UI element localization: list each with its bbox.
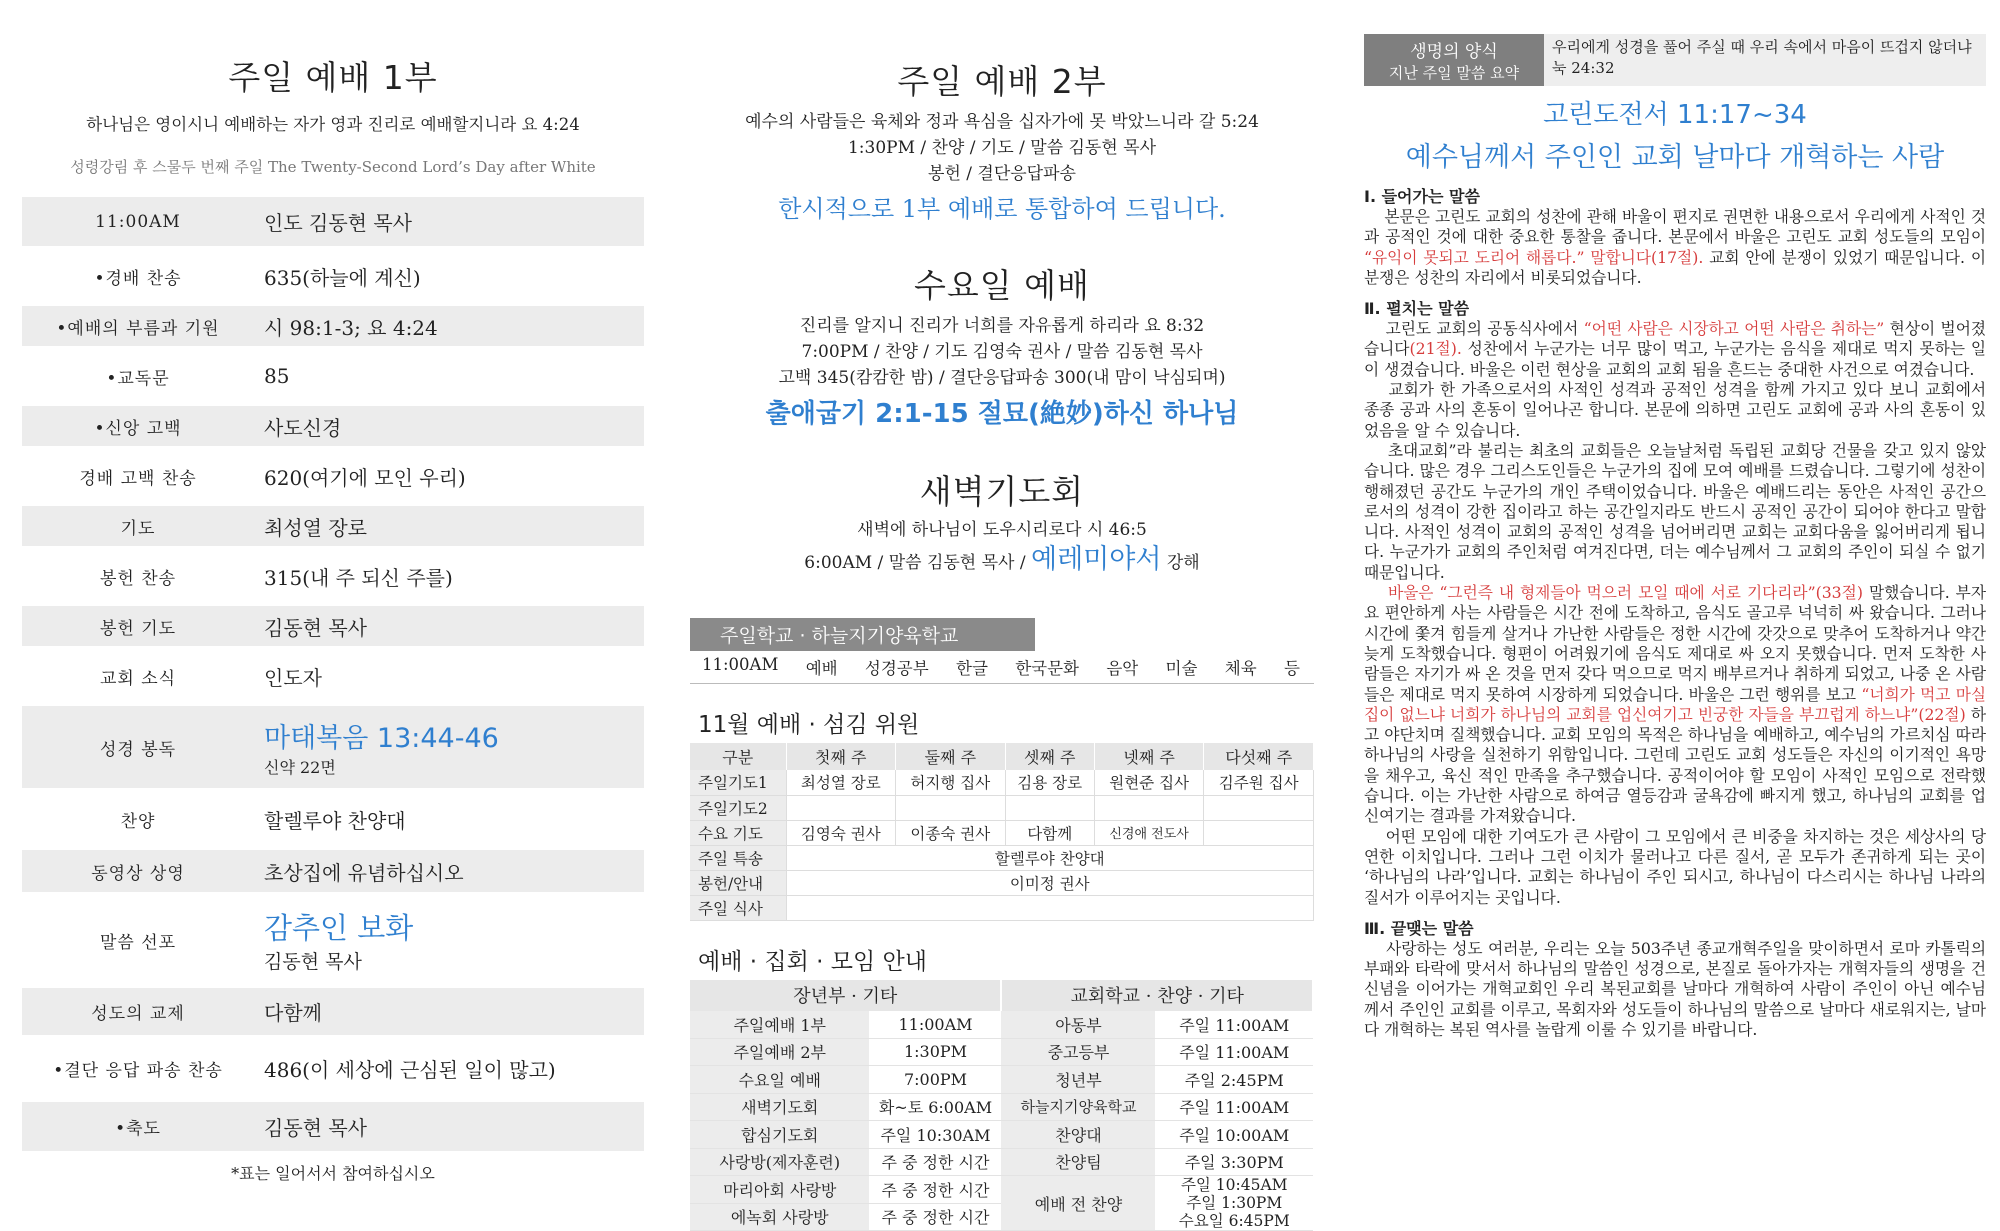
wednesday-line2: 고백 345(캄캄한 밤) / 결단응답파송 300(내 맘이 낙심되며) — [690, 365, 1314, 391]
wednesday-sermon: 출애굽기 2:1-15 절묘(絶妙)하신 하나님 — [690, 393, 1314, 430]
standing-note: *표는 일어서서 참여하십시오 — [22, 1161, 644, 1184]
reading-passage: 마태복음 13:44-46 — [264, 716, 644, 755]
table-row: 주일예배 2부 1:30PM 중고등부 주일 11:00AM — [690, 1038, 1313, 1066]
order-row: 동영상 상영 초상집에 유념하십시오 — [22, 850, 644, 892]
table-row: 주일기도1 최성열 장로 허지행 집사 김용 장로 원현준 집사 김주원 집사 — [690, 770, 1314, 795]
dawn-book: 예레미야서 — [1031, 544, 1161, 575]
order-row: 봉헌 찬송 315(내 주 되신 주를) — [22, 556, 644, 596]
service1-title: 주일 예배 1부 — [22, 52, 644, 99]
table-row: 봉헌/안내 이미정 권사 — [690, 870, 1314, 895]
service2-notice: 한시적으로 1부 예배로 통합하여 드립니다. — [690, 189, 1314, 224]
order-row: •경배 찬송 635(하늘에 계신) — [22, 256, 644, 296]
paragraph: 초대교회”라 불리는 최초의 교회들은 오늘날처럼 독립된 교회당 건물을 갖고 있지 않았습니다. 많은 경우 그리스도인들은 누군가의 집에 모여 예배를 드렸습니다. 그렇기에 성찬이 행해졌던 공간도 누군가의 개인 주택이었습니다. 바울은 예배드리는 동안은 사적인 공간으로서의 성격이 강한 집이라고 하는 공간일지라도 반드시 공적인 공간이 되어야 한다고 말합니다. 사적인 성격이 교회의 공적인 성격을 넘어버리면 교회는 교회다움을 잃어버리게 됩니다. 누군가가 교회의 주인처럼 여겨진다면, 더는 예수님께서 그 교회의 주인이 되실 수 없기 때문입니다. — [1364, 441, 1986, 583]
table-row: 수요일 예배 7:00PM 청년부 주일 2:45PM — [690, 1066, 1313, 1094]
dawn-verse: 새벽에 하나님이 도우시리로다 시 46:5 — [690, 517, 1314, 543]
reading-row: 성경 봉독 마태복음 13:44-46 신약 22면 — [22, 706, 644, 788]
table-row: 수요 기도 김영숙 권사 이종숙 권사 다함께 신경애 전도사 — [690, 820, 1314, 845]
dawn-title: 새벽기도회 — [690, 466, 1314, 513]
services-column — [690, 0, 1314, 1231]
paragraph: 바울은 “그런즉 내 형제들아 먹으러 모일 때에 서로 기다리라”(33절) 말했습니다. 부자요 편안하게 사는 사람들은 시간 전에 도착하고, 음식도 골고루 넉넉히 싸 왔습니다. 그러나 시간에 쫓겨 힘들게 살거나 가난한 사람들은 정한 시간에 갓갓으로 맞추어 도착하거나 약간 늦게 도착했습니다. 형편이 어려웠기에 음식도 제대로 싸 오지 못했습니다. 먼저 도착한 사람들은 자기가 싸 온 것을 먼저 갖다 먹으므로 먹지 배부르거나 취하게 되었고, 나중 온 사람들은 제대로 먹지 못하여 시장하게 되었습니다. 바울은 그런 행위를 보고 “너희가 먹고 마실 집이 없느냐 너희가 하나님의 교회를 업신여기고 빈궁한 자들을 부끄럽게 하느냐”(22절) 하고 야단치며 질책했습니다. 교회 모임의 목적은 하나님을 예배하고, 예수님의 가르치심 따라 하나님의 사랑을 실천하기 위함입니다. 그런데 고린도 교회 성도들은 자신의 이기적인 욕망을 채우고, 육신 적인 만족을 추구했습니다. 공적이어야 할 모임이 사적인 모임으로 전락했습니다. 이는 가난한 사람으로 하여금 열등감과 굴욕감에 빠지게 했고, 하나님의 교회를 업신여기는 결과를 가져왔습니다. — [1364, 583, 1986, 827]
table-row: 새벽기도회 화~토 6:00AM 하늘지기양육학교 주일 11:00AM — [690, 1093, 1313, 1121]
summary-passage: 고린도전서 11:17~34 — [1364, 94, 1986, 131]
table-row: 합심기도회 주일 10:30AM 찬양대 주일 10:00AM — [690, 1121, 1313, 1149]
table-row: 주일 식사 — [690, 895, 1314, 920]
table-row: 주일예배 1부 11:00AM 아동부 주일 11:00AM — [690, 1011, 1313, 1039]
sermon-row: 말씀 선포 감추인 보화 김동현 목사 — [22, 902, 644, 978]
table-row: 주일기도2 — [690, 795, 1314, 820]
order-row: 11:00AM 인도 김동현 목사 — [22, 197, 644, 246]
table-row: 사랑방(제자훈련) 주 중 정한 시간 찬양팀 주일 3:30PM — [690, 1148, 1313, 1176]
wednesday-verse: 진리를 알지니 진리가 너희를 자유롭게 하리라 요 8:32 — [690, 313, 1314, 339]
service1-season: 성령강림 후 스물두 번째 주일 The Twenty-Second Lord’s Day after White — [22, 156, 644, 177]
order-row: •축도 김동현 목사 — [22, 1102, 644, 1151]
committee-title: 11월 예배 · 섬김 위원 — [698, 706, 1314, 739]
order-row: 찬양 할렐루야 찬양대 — [22, 798, 644, 840]
section-heading: Ⅲ. 끝맺는 말씀 — [1364, 916, 1986, 939]
order-row: 봉헌 기도 김동현 목사 — [22, 606, 644, 646]
order-of-worship — [22, 197, 644, 1151]
paragraph: 고린도 교회의 공동식사에서 “어떤 사람은 시장하고 어떤 사람은 취하는” 현상이 벌어졌습니다(21절). 성찬에서 누군가는 너무 많이 먹고, 누군가는 음식을 제대로 먹지 못하는 일이 생겼습니다. 바울은 이런 현상을 교회의 교회 됨을 흔드는 중대한 사건으로 여겼습니다. — [1364, 319, 1986, 380]
reading-page: 신약 22면 — [264, 755, 644, 778]
paragraph: 어떤 모임에 대한 기여도가 큰 사람이 그 모임에서 큰 비중을 차지하는 것은 세상사의 당연한 이치입니다. 그러나 그런 이치가 물러나고 다른 질서, 곧 모두가 존귀하게 되는 곳이 ‘하나님의 나라’입니다. 교회는 하나님이 주인 되시고, 하나님이 다스리시는 하나님 나라의 질서가 이루어지는 곳입니다. — [1364, 827, 1986, 908]
service2-line2: 봉헌 / 결단응답파송 — [690, 161, 1314, 187]
service1-verse: 하나님은 영이시니 예배하는 자가 영과 진리로 예배할지니라 요 4:24 — [22, 111, 644, 135]
summary-column — [1364, 0, 1986, 1040]
summary-tag: 생명의 양식 지난 주일 말씀 요약 — [1364, 34, 1544, 86]
service2-verse: 예수의 사람들은 육체와 정과 욕심을 십자가에 못 박았느니라 갈 5:24 — [690, 109, 1314, 135]
sermon-preacher: 김동현 목사 — [264, 947, 644, 974]
order-row: •신앙 고백 사도신경 — [22, 406, 644, 446]
service2-line1: 1:30PM / 찬양 / 기도 / 말씀 김동현 목사 — [690, 135, 1314, 161]
summary-header — [1364, 34, 1986, 86]
order-row: 기도 최성열 장로 — [22, 506, 644, 546]
table-row: 주일 특송 할렐루야 찬양대 — [690, 845, 1314, 870]
summary-verse: 우리에게 성경을 풀어 주실 때 우리 속에서 마음이 뜨겁지 않더냐 눅 24:32 — [1544, 34, 1986, 86]
paragraph: 사랑하는 성도 여러분, 우리는 오늘 503주년 종교개혁주일을 맞이하면서 로마 카톨릭의 부패와 타락에 맞서서 하나님의 말씀인 성경으로, 본질로 돌아가자는 개혁자들의 생명을 건 신념을 이어가는 개혁교회인 우리 복된교회를 날마다 개혁하여 사람이 주인이 아닌 예수님께서 주인인 교회를 이루고, 목회자와 성도들이 하나님의 말씀으로 날마다 새로워지는, 날마다 개혁하는 복된 역사를 놀랍게 이룰 수 있기를 바랍니다. — [1364, 939, 1986, 1040]
sermon-title: 감추인 보화 — [264, 906, 644, 947]
service1-column — [22, 0, 644, 1184]
table-row: 에녹회 사랑방 주 중 정한 시간 — [690, 1203, 1313, 1231]
order-row: •교독문 85 — [22, 356, 644, 396]
committee-table: 구분 첫째 주 둘째 주 셋째 주 넷째 주 다섯째 주 주일기도1 최성열 장로 허지행 집사 김용 장로 원현준 집사 김주원 집사 주일기도2 수요 기도 김영숙 권사 이종숙 권사 다함께 신경애 전도사 주일 특송 할렐루야 찬양대 봉헌/안내 이미정 권사 주일 식사 — [690, 743, 1314, 921]
paragraph: 본문은 고린도 교회의 성찬에 관해 바울이 편지로 권면한 내용으로서 우리에게 사적인 것과 공적인 것에 대한 중요한 통찰을 줍니다. 본문에서 바울은 고린도 교회 성도들의 모임이 “유익이 못되고 도리어 해롭다.” 말합니다(17절). 교회 안에 분쟁이 있었기 때문입니다. 이 분쟁은 성찬의 자리에서 비롯되었습니다. — [1364, 207, 1986, 288]
order-row: •예배의 부름과 기원 시 98:1-3; 요 4:24 — [22, 306, 644, 346]
school-items: 11:00AM 예배 성경공부 한글 한국문화 음악 미술 체육 등 — [690, 651, 1314, 684]
table-row: 마리아회 사랑방 주 중 정한 시간 예배 전 찬양 주일 10:45AM 주일 1:30PM 수요일 6:45PM — [690, 1176, 1313, 1204]
meetings-table: 장년부 · 기타 교회학교 · 찬양 · 기타 주일예배 1부 11:00AM 아동부 주일 11:00AM 주일예배 2부 1:30PM 중고등부 주일 11:00AM 수요일 예배 7:00PM 청년부 주일 2:45PM 새벽기도회 화~토 6:00AM 하늘지기양육학교 주일 11:00AM 합심기도회 주일 10:30AM 찬양대 주일 10:00AM 사랑방(제자훈련) 주 중 정한 시간 찬양팀 주일 3:30PM 마리아회 사랑방 주 중 정한 시간 예배 전 찬양 주일 10:45AM 주일 1:30PM 수요일 6:45PM 에녹회 사랑방 주 중 정한 시간 — [690, 980, 1314, 1231]
wednesday-title: 수요일 예배 — [690, 260, 1314, 307]
order-row: •결단 응답 파송 찬송 486(이 세상에 근심된 일이 많고) — [22, 1045, 644, 1092]
meetings-title: 예배 · 집회 · 모임 안내 — [698, 943, 1314, 976]
wednesday-line1: 7:00PM / 찬양 / 기도 김영숙 권사 / 말씀 김동현 목사 — [690, 339, 1314, 365]
section-heading: Ⅰ. 들어가는 말씀 — [1364, 184, 1986, 207]
summary-title: 예수님께서 주인인 교회 날마다 개혁하는 사람 — [1364, 135, 1986, 174]
dawn-line: 6:00AM / 말씀 김동현 목사 / 예레미야서 강해 — [690, 547, 1314, 576]
service2-title: 주일 예배 2부 — [690, 56, 1314, 103]
section-heading: Ⅱ. 펼치는 말씀 — [1364, 296, 1986, 319]
order-row: 성도의 교제 다함께 — [22, 988, 644, 1035]
school-header: 주일학교 · 하늘지기양육학교 — [690, 618, 1035, 651]
paragraph: 교회가 한 가족으로서의 사적인 성격과 공적인 성격을 함께 가지고 있다 보니 교회에서 종종 공과 사의 혼동이 일어나곤 합니다. 본문에 의하면 고린도 교회에 공과 사의 혼동이 있었음을 알 수 있습니다. — [1364, 380, 1986, 441]
order-row: 교회 소식 인도자 — [22, 656, 644, 696]
order-row: 경배 고백 찬송 620(여기에 모인 우리) — [22, 456, 644, 496]
